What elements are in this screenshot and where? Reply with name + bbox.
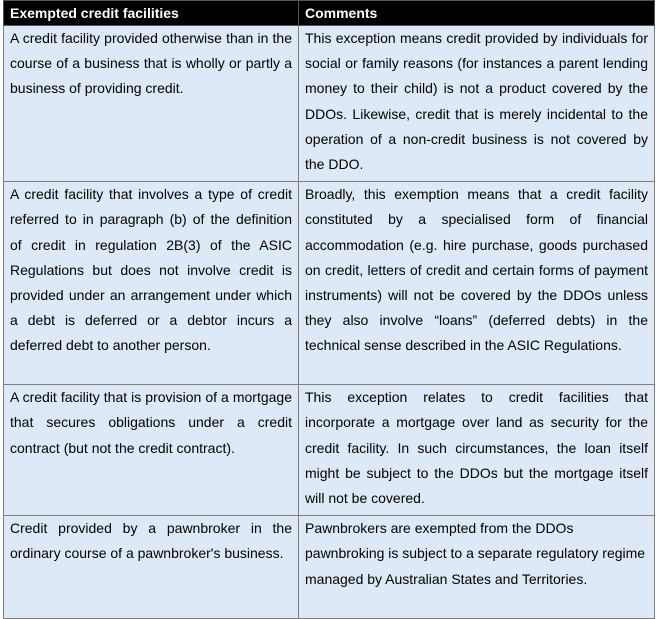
header-row — [4, 1, 655, 26]
table-row — [4, 182, 655, 385]
facility-cell: A credit facility provided otherwise than in the course of a business that is wholly or partly a business of providing credit. — [4, 26, 299, 182]
exempted-credit-facilities-table — [3, 0, 655, 619]
table-row — [4, 26, 655, 182]
comment-cell: Broadly, this exemption means that a credit facility constituted by a specialised form of financial accommodation (e.g. hire purchase, goods purchased on credit, letters of credit and certain forms of payment instruments) will not be covered by the DDOs unless they also involve “loans” (deferred debts) in the technical sense described in the ASIC Regulations. — [299, 182, 655, 385]
comment-cell: This exception relates to credit facilities that incorporate a mortgage over land as security for the credit facility. In such circumstances, the loan itself might be subject to the DDOs but the mortgage itself will not be covered. — [299, 385, 655, 516]
table-row — [4, 385, 655, 516]
facility-cell: A credit facility that is provision of a mortgage that secures obligations under a credit contract (but not the credit contract). — [4, 385, 299, 516]
comment-cell: Pawnbrokers are exempted from the DDOs pawnbroking is subject to a separate regulatory regime managed by Australian States and Territories. — [299, 516, 655, 619]
header-comments: Comments — [299, 1, 655, 26]
facility-cell: A credit facility that involves a type of credit referred to in paragraph (b) of the definition of credit in regulation 2B(3) of the ASIC Regulations but does not involve credit is provided under an arrangement under which a debt is deferred or a debtor incurs a deferred debt to another person. — [4, 182, 299, 385]
header-facilities: Exempted credit facilities — [4, 1, 299, 26]
facility-cell: Credit provided by a pawnbroker in the ordinary course of a pawnbroker's business. — [4, 516, 299, 619]
comment-cell: This exception means credit provided by individuals for social or family reasons (for instances a parent lending money to their child) is not a product covered by the DDOs. Likewise, credit that is merely incidental to the operation of a non-credit business is not covered by the DDO. — [299, 26, 655, 182]
table-row — [4, 516, 655, 619]
